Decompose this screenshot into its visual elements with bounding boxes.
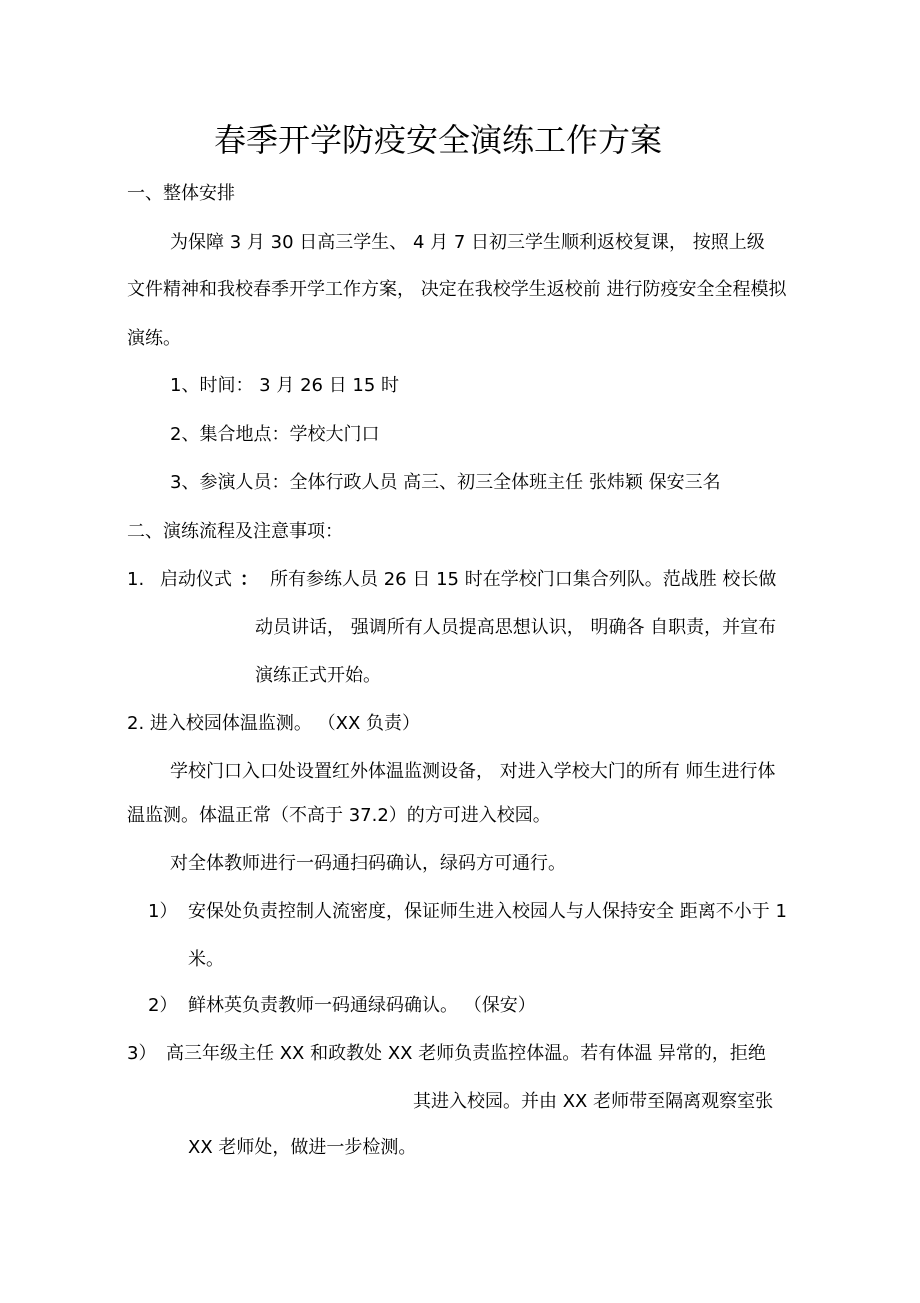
intro-line-1: 为保障 3 月 30 日高三学生、 4 月 7 日初三学生顺利返校复课， 按照上级 xyxy=(170,232,765,253)
sub-1-line-1: 安保处负责控制人流密度，保证师生进入校园人与人保持安全 距离不小于 1 xyxy=(188,901,787,922)
sub-1-number: 1） xyxy=(148,901,178,922)
step-1-line-1: 所有参练人员 26 日 15 时在学校门口集合列队。范战胜 校长做 xyxy=(270,569,777,590)
item-time: 1、时间： 3 月 26 日 15 时 xyxy=(170,375,400,396)
item-participants: 3、参演人员：全体行政人员 高三、初三全体班主任 张炜颖 保安三名 xyxy=(170,472,721,493)
step-1-line-3: 演练正式开始。 xyxy=(255,665,381,686)
step-1-colon: ： xyxy=(240,569,258,590)
sub-3-line-2: 其进入校园。并由 XX 老师带至隔离观察室张 xyxy=(413,1091,774,1112)
step-2-para-1-line-2: 温监测。体温正常（不高于 37.2）的方可进入校园。 xyxy=(127,805,551,826)
document-title: 春季开学防疫安全演练工作方案 xyxy=(213,121,662,159)
step-2-para-1-line-1: 学校门口入口处设置红外体温监测设备， 对进入学校大门的所有 师生进行体 xyxy=(170,761,776,782)
sub-2-number: 2） xyxy=(148,995,178,1016)
intro-line-2: 文件精神和我校春季开学工作方案， 决定在我校学生返校前 进行防疫安全全程模拟 xyxy=(127,279,787,300)
section-2-heading: 二、演练流程及注意事项： xyxy=(127,521,343,542)
sub-3-line-3: XX 老师处，做进一步检测。 xyxy=(188,1137,417,1158)
step-2-heading: 2. 进入校园体温监测。 （XX 负责） xyxy=(127,713,420,734)
intro-line-3: 演练。 xyxy=(127,328,181,349)
sub-1-line-2: 米。 xyxy=(188,949,224,970)
step-2-para-2: 对全体教师进行一码通扫码确认，绿码方可通行。 xyxy=(170,853,566,874)
step-1-line-2: 动员讲话， 强调所有人员提高思想认识， 明确各 自职责，并宣布 xyxy=(255,617,777,638)
step-1-label: 启动仪式 xyxy=(160,569,232,590)
sub-3-number: 3） xyxy=(127,1043,157,1064)
sub-3-line-1: 高三年级主任 XX 和政教处 XX 老师负责监控体温。若有体温 异常的，拒绝 xyxy=(166,1043,766,1064)
item-location: 2、集合地点：学校大门口 xyxy=(170,424,380,445)
step-1-number: 1. xyxy=(127,569,145,590)
sub-2-text: 鲜林英负责教师一码通绿码确认。 （保安） xyxy=(188,995,536,1016)
section-1-heading: 一、整体安排 xyxy=(127,183,235,204)
